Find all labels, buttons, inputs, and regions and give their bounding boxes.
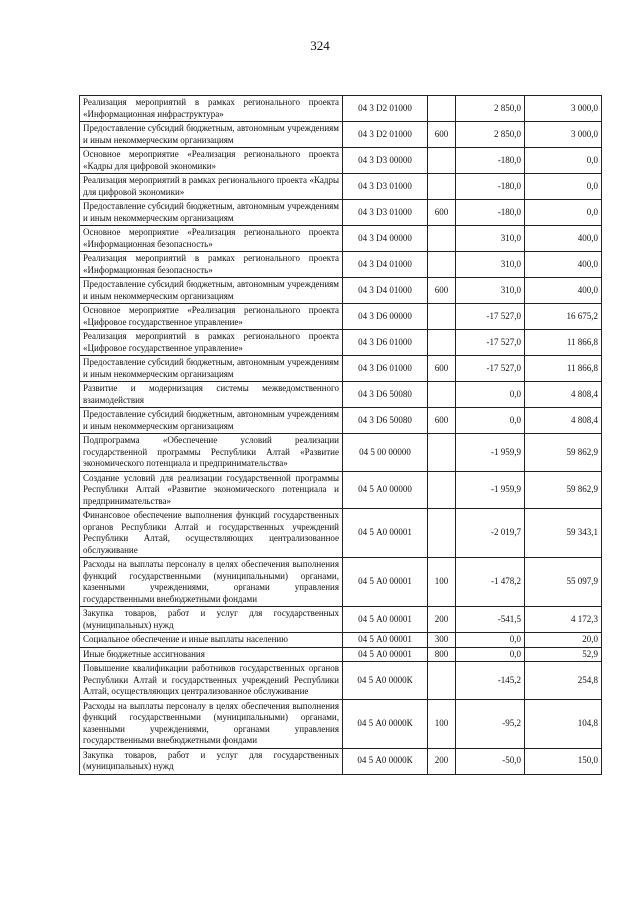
budget-table — [79, 95, 602, 775]
row-amount-2-cell: 0,0 — [525, 174, 602, 200]
row-expense-type-cell: 600 — [428, 122, 456, 148]
row-amount-2-cell: 11 866,8 — [525, 330, 602, 356]
row-expense-type-cell: 100 — [428, 699, 456, 748]
row-amount-2-cell: 3 000,0 — [525, 96, 602, 122]
row-name-cell: Основное мероприятие «Реализация регионального проекта «Кадры для цифровой экономики» — [80, 148, 343, 174]
row-amount-1-cell: 0,0 — [456, 382, 525, 408]
row-amount-1-cell: -541,5 — [456, 607, 525, 633]
row-code-cell: 04 3 D2 01000 — [343, 122, 428, 148]
row-name-cell: Создание условий для реализации государственной программы Республики Алтай «Развитие экономического потенциала и предпринимательства» — [80, 471, 343, 509]
row-expense-type-cell: 600 — [428, 200, 456, 226]
row-code-cell: 04 5 А0 00001 — [343, 647, 428, 662]
row-code-cell: 04 5 А0 00001 — [343, 633, 428, 648]
row-code-cell: 04 3 D3 01000 — [343, 174, 428, 200]
row-expense-type-cell: 600 — [428, 356, 456, 382]
row-code-cell: 04 5 А0 00000 — [343, 471, 428, 509]
row-amount-2-cell: 400,0 — [525, 278, 602, 304]
row-amount-2-cell: 16 675,2 — [525, 304, 602, 330]
row-name-cell: Реализация мероприятий в рамках регионального проекта «Цифровое государственное управление» — [80, 330, 343, 356]
row-expense-type-cell: 800 — [428, 647, 456, 662]
row-code-cell: 04 3 D6 50080 — [343, 408, 428, 434]
row-name-cell: Предоставление субсидий бюджетным, автономным учреждениям и иным некоммерческим организациям — [80, 200, 343, 226]
row-amount-2-cell: 59 343,1 — [525, 509, 602, 558]
table-row — [80, 356, 602, 382]
row-expense-type-cell — [428, 226, 456, 252]
row-expense-type-cell — [428, 96, 456, 122]
table-row — [80, 633, 602, 648]
row-name-cell: Социальное обеспечение и иные выплаты населению — [80, 633, 343, 648]
table-row — [80, 558, 602, 607]
table-row — [80, 226, 602, 252]
row-amount-1-cell: -17 527,0 — [456, 356, 525, 382]
row-name-cell: Закупка товаров, работ и услуг для государственных (муниципальных) нужд — [80, 748, 343, 774]
row-amount-2-cell: 4 172,3 — [525, 607, 602, 633]
row-amount-1-cell: -180,0 — [456, 148, 525, 174]
table-row — [80, 509, 602, 558]
row-code-cell: 04 3 D6 01000 — [343, 330, 428, 356]
row-expense-type-cell: 100 — [428, 558, 456, 607]
table-row — [80, 382, 602, 408]
row-amount-1-cell: -145,2 — [456, 662, 525, 700]
row-code-cell: 04 3 D4 01000 — [343, 278, 428, 304]
table-row — [80, 748, 602, 774]
row-amount-2-cell: 11 866,8 — [525, 356, 602, 382]
row-name-cell: Реализация мероприятий в рамках регионального проекта «Информационная безопасность» — [80, 252, 343, 278]
row-amount-1-cell: -1 478,2 — [456, 558, 525, 607]
row-expense-type-cell: 600 — [428, 408, 456, 434]
row-amount-2-cell: 59 862,9 — [525, 471, 602, 509]
row-amount-2-cell: 254,8 — [525, 662, 602, 700]
row-expense-type-cell — [428, 509, 456, 558]
row-code-cell: 04 3 D4 00000 — [343, 226, 428, 252]
row-name-cell: Основное мероприятие «Реализация регионального проекта «Информационная безопасность» — [80, 226, 343, 252]
table-row — [80, 471, 602, 509]
row-name-cell: Подпрограмма «Обеспечение условий реализации государственной программы Республики Алтай «Развитие экономического потенциала и предпринимательства» — [80, 434, 343, 472]
table-row — [80, 200, 602, 226]
table-row — [80, 408, 602, 434]
row-code-cell: 04 5 А0 00001 — [343, 607, 428, 633]
row-name-cell: Реализация мероприятий в рамках регионального проекта «Кадры для цифровой экономики» — [80, 174, 343, 200]
row-amount-2-cell: 20,0 — [525, 633, 602, 648]
table-row — [80, 122, 602, 148]
row-name-cell: Предоставление субсидий бюджетным, автономным учреждениям и иным некоммерческим организациям — [80, 408, 343, 434]
row-amount-1-cell: 2 850,0 — [456, 96, 525, 122]
row-code-cell: 04 5 00 00000 — [343, 434, 428, 472]
row-amount-1-cell: 310,0 — [456, 278, 525, 304]
row-amount-1-cell: -17 527,0 — [456, 304, 525, 330]
row-amount-2-cell: 400,0 — [525, 226, 602, 252]
table-row — [80, 434, 602, 472]
row-amount-1-cell: -1 959,9 — [456, 434, 525, 472]
row-amount-2-cell: 55 097,9 — [525, 558, 602, 607]
row-amount-1-cell: 310,0 — [456, 226, 525, 252]
row-expense-type-cell: 200 — [428, 607, 456, 633]
table-row — [80, 96, 602, 122]
page-number: 324 — [310, 38, 330, 53]
row-amount-1-cell: 0,0 — [456, 408, 525, 434]
row-expense-type-cell — [428, 252, 456, 278]
row-amount-2-cell: 150,0 — [525, 748, 602, 774]
row-amount-1-cell: 2 850,0 — [456, 122, 525, 148]
table-row — [80, 699, 602, 748]
row-name-cell: Повышение квалификации работников государственных органов Республики Алтай и государственных учреждений Республики Алтай, осуществляющих централизованное обслуживание — [80, 662, 343, 700]
row-expense-type-cell — [428, 662, 456, 700]
row-code-cell: 04 5 А0 00001 — [343, 558, 428, 607]
row-expense-type-cell: 600 — [428, 278, 456, 304]
row-code-cell: 04 3 D6 50080 — [343, 382, 428, 408]
row-amount-2-cell: 0,0 — [525, 200, 602, 226]
row-code-cell: 04 3 D4 01000 — [343, 252, 428, 278]
row-expense-type-cell — [428, 304, 456, 330]
row-amount-1-cell: -95,2 — [456, 699, 525, 748]
row-name-cell: Развитие и модернизация системы межведомственного взаимодействия — [80, 382, 343, 408]
row-name-cell: Иные бюджетные ассигнования — [80, 647, 343, 662]
row-amount-2-cell: 3 000,0 — [525, 122, 602, 148]
row-code-cell: 04 3 D6 01000 — [343, 356, 428, 382]
row-amount-2-cell: 4 808,4 — [525, 382, 602, 408]
row-expense-type-cell — [428, 330, 456, 356]
row-name-cell: Расходы на выплаты персоналу в целях обеспечения выполнения функций государственными (муниципальными) органами, казенными учреждениями, органами управления государственными внебюджетными фондами — [80, 699, 343, 748]
table-row — [80, 647, 602, 662]
row-amount-2-cell: 59 862,9 — [525, 434, 602, 472]
table-row — [80, 304, 602, 330]
budget-table-body — [80, 96, 602, 775]
row-amount-1-cell: -17 527,0 — [456, 330, 525, 356]
row-expense-type-cell — [428, 382, 456, 408]
row-amount-1-cell: 310,0 — [456, 252, 525, 278]
table-row — [80, 174, 602, 200]
row-name-cell: Предоставление субсидий бюджетным, автономным учреждениям и иным некоммерческим организациям — [80, 278, 343, 304]
row-code-cell: 04 3 D6 00000 — [343, 304, 428, 330]
row-name-cell: Предоставление субсидий бюджетным, автономным учреждениям и иным некоммерческим организациям — [80, 122, 343, 148]
row-expense-type-cell: 200 — [428, 748, 456, 774]
row-expense-type-cell — [428, 148, 456, 174]
row-amount-2-cell: 52,9 — [525, 647, 602, 662]
row-code-cell: 04 5 А0 0000К — [343, 748, 428, 774]
row-name-cell: Финансовое обеспечение выполнения функций государственных органов Республики Алтай и государственных учреждений Республики Алтай, осуществляющих централизованное обслуживание — [80, 509, 343, 558]
row-amount-1-cell: 0,0 — [456, 647, 525, 662]
row-code-cell: 04 3 D3 01000 — [343, 200, 428, 226]
row-amount-2-cell: 400,0 — [525, 252, 602, 278]
row-expense-type-cell — [428, 174, 456, 200]
table-row — [80, 148, 602, 174]
row-name-cell: Реализация мероприятий в рамках регионального проекта «Информационная инфраструктура» — [80, 96, 343, 122]
row-name-cell: Расходы на выплаты персоналу в целях обеспечения выполнения функций государственными (муниципальными) органами, казенными учреждениями, органами управления государственными внебюджетными фондами — [80, 558, 343, 607]
row-code-cell: 04 5 А0 0000К — [343, 662, 428, 700]
row-amount-2-cell: 104,8 — [525, 699, 602, 748]
row-amount-1-cell: -1 959,9 — [456, 471, 525, 509]
row-code-cell: 04 5 А0 00001 — [343, 509, 428, 558]
row-amount-1-cell: -50,0 — [456, 748, 525, 774]
row-code-cell: 04 3 D2 01000 — [343, 96, 428, 122]
table-row — [80, 662, 602, 700]
row-code-cell: 04 5 А0 0000К — [343, 699, 428, 748]
row-amount-1-cell: 0,0 — [456, 633, 525, 648]
table-row — [80, 607, 602, 633]
row-name-cell: Закупка товаров, работ и услуг для государственных (муниципальных) нужд — [80, 607, 343, 633]
table-row — [80, 330, 602, 356]
row-expense-type-cell: 300 — [428, 633, 456, 648]
row-code-cell: 04 3 D3 00000 — [343, 148, 428, 174]
row-amount-1-cell: -2 019,7 — [456, 509, 525, 558]
row-amount-2-cell: 4 808,4 — [525, 408, 602, 434]
row-amount-1-cell: -180,0 — [456, 200, 525, 226]
row-amount-2-cell: 0,0 — [525, 148, 602, 174]
row-name-cell: Предоставление субсидий бюджетным, автономным учреждениям и иным некоммерческим организациям — [80, 356, 343, 382]
row-amount-1-cell: -180,0 — [456, 174, 525, 200]
row-name-cell: Основное мероприятие «Реализация регионального проекта «Цифровое государственное управление» — [80, 304, 343, 330]
row-expense-type-cell — [428, 471, 456, 509]
table-row — [80, 278, 602, 304]
table-row — [80, 252, 602, 278]
row-expense-type-cell — [428, 434, 456, 472]
